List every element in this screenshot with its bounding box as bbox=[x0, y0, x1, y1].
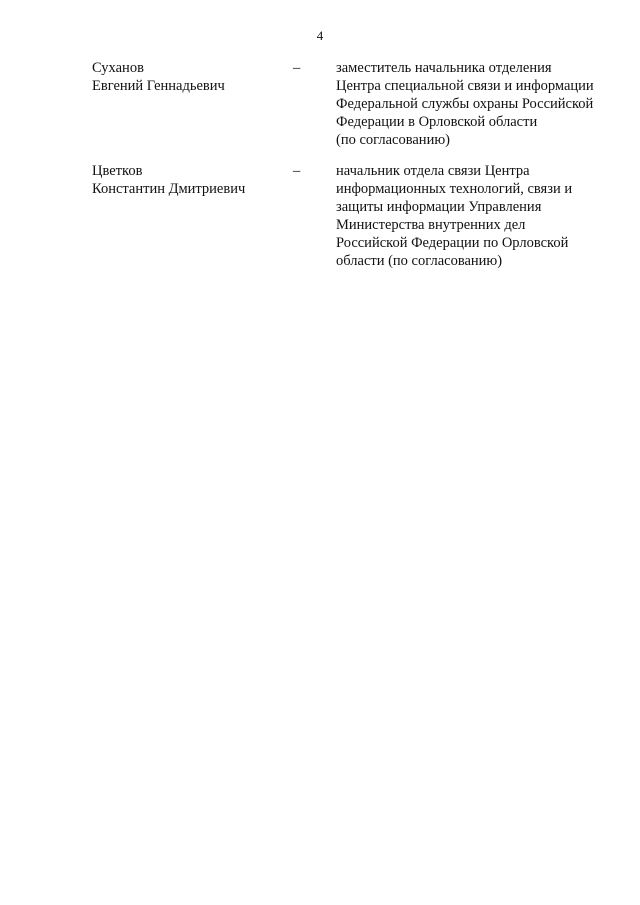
member-name bbox=[92, 162, 282, 198]
role-line: Российской Федерации по Орловской bbox=[336, 235, 569, 251]
member-surname: Цветков bbox=[92, 163, 143, 179]
member-role bbox=[336, 59, 626, 149]
dash-separator: – bbox=[293, 163, 301, 179]
role-line: Федеральной службы охраны Российской bbox=[336, 96, 594, 112]
role-line: Центра специальной связи и информации bbox=[336, 78, 594, 94]
member-given-names: Константин Дмитриевич bbox=[92, 181, 246, 197]
member-given-names: Евгений Геннадьевич bbox=[92, 78, 225, 94]
role-line: защиты информации Управления bbox=[336, 199, 542, 215]
role-line: Федерации в Орловской области bbox=[336, 114, 538, 130]
role-line: Министерства внутренних дел bbox=[336, 217, 526, 233]
role-line: информационных технологий, связи и bbox=[336, 181, 573, 197]
member-surname: Суханов bbox=[92, 60, 144, 76]
member-role bbox=[336, 162, 626, 270]
member-name bbox=[92, 59, 282, 95]
role-line: (по согласованию) bbox=[336, 132, 450, 148]
role-line: начальник отдела связи Центра bbox=[336, 163, 530, 179]
role-line: области (по согласованию) bbox=[336, 253, 503, 269]
dash-separator: – bbox=[293, 60, 301, 76]
role-line: заместитель начальника отделения bbox=[336, 60, 552, 76]
page-number: 4 bbox=[316, 28, 324, 43]
